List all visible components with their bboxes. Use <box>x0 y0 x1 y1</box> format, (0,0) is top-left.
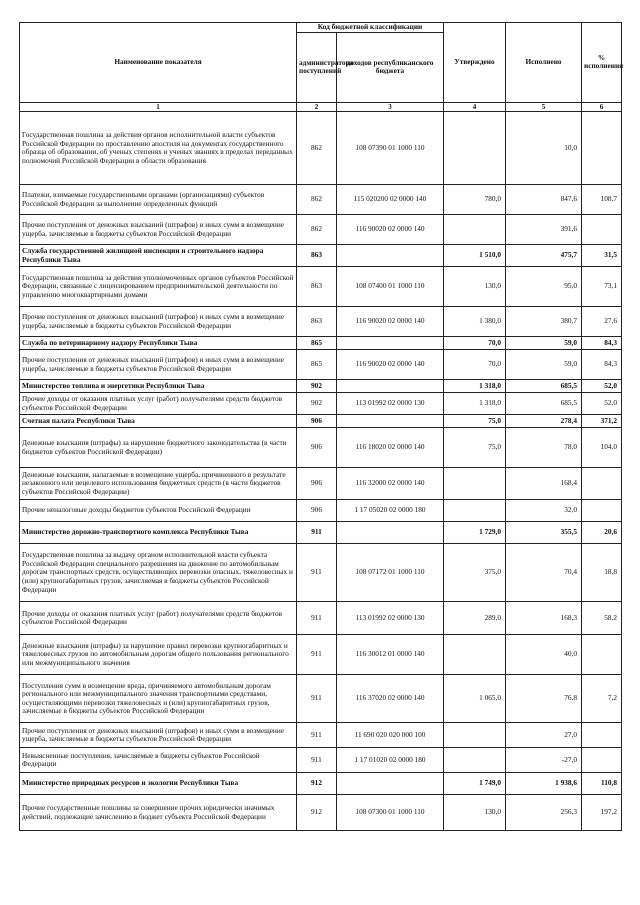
cell-name: Платежи, взимаемые государственными органами (организациями) субъектов Российской Федерации за выполнение определенных функций <box>20 185 297 215</box>
cell-code: 116 90020 02 0000 140 <box>337 215 444 245</box>
cell-name: Поступления сумм в возмещение вреда, причиняемого автомобильным дорогам регионального или межмуниципального значения транспортными средствами, осуществляющими перевозки тяжеловесных и (или) крупногабаритных грузов, зачисляемые в бюджеты субъектов Российской Федерации <box>20 675 297 723</box>
cell-name: Прочие неналоговые доходы бюджетов субъектов Российской Федерации <box>20 500 297 522</box>
cell-approved <box>444 635 506 675</box>
cell-name: Счетная палата Республики Тыва <box>20 415 297 428</box>
cell-executed: 32,0 <box>506 500 582 522</box>
cell-admin: 865 <box>297 350 337 380</box>
cell-percent: 52,0 <box>582 380 622 393</box>
column-number: 5 <box>506 102 582 112</box>
cell-admin: 906 <box>297 415 337 428</box>
cell-name: Государственная пошлина за действия уполномоченных органов субъектов Российской Федерации, связанные с лицензированием предпринимательской деятельности по управлению многоквартирными домами <box>20 267 297 307</box>
table-row <box>20 215 622 245</box>
cell-admin: 863 <box>297 307 337 337</box>
cell-admin: 911 <box>297 748 337 773</box>
cell-executed: 168,4 <box>506 468 582 500</box>
cell-percent: 52,0 <box>582 393 622 415</box>
cell-admin: 865 <box>297 337 337 350</box>
cell-approved: 1 318,0 <box>444 380 506 393</box>
cell-name: Невыясненные поступления, зачисляемые в бюджеты субъектов Российской Федерации <box>20 748 297 773</box>
cell-name: Денежные взыскания (штрафы) за нарушение правил перевозки крупногабаритных и тяжеловесных грузов по автомобильным дорогам общего пользования регионального или межмуниципального значения <box>20 635 297 675</box>
table-row <box>20 748 622 773</box>
cell-approved: 780,0 <box>444 185 506 215</box>
table-row <box>20 415 622 428</box>
cell-name: Денежные взыскания (штрафы) за нарушение бюджетного законодательства (в части бюджетов субъектов Российской Федерации) <box>20 428 297 468</box>
cell-code: 116 18020 02 0000 140 <box>337 428 444 468</box>
cell-code <box>337 337 444 350</box>
cell-name: Министерство топлива и энергетики Республики Тыва <box>20 380 297 393</box>
cell-name: Министерство природных ресурсов и экологии Республики Тыва <box>20 773 297 795</box>
cell-code: 116 30012 01 0000 140 <box>337 635 444 675</box>
cell-approved: 70,0 <box>444 337 506 350</box>
cell-executed: 391,6 <box>506 215 582 245</box>
cell-executed: 355,5 <box>506 522 582 544</box>
cell-executed: 70,4 <box>506 544 582 602</box>
cell-name: Прочие доходы от оказания платных услуг (работ) получателями средств бюджетов субъектов Российской Федерации <box>20 393 297 415</box>
table-row <box>20 337 622 350</box>
cell-admin: 902 <box>297 393 337 415</box>
cell-name: Прочие государственные пошлины за совершение прочих юридически значимых действий, подлежащие зачислению в бюджет субъекта Российской Федерации <box>20 795 297 831</box>
cell-percent <box>582 468 622 500</box>
cell-code <box>337 522 444 544</box>
cell-admin: 902 <box>297 380 337 393</box>
cell-executed: 59,0 <box>506 350 582 380</box>
table-row <box>20 635 622 675</box>
header-percent: % исполнения <box>582 23 622 103</box>
cell-admin: 911 <box>297 522 337 544</box>
cell-code <box>337 380 444 393</box>
cell-admin: 906 <box>297 500 337 522</box>
cell-approved: 1 380,0 <box>444 307 506 337</box>
cell-executed: 685,5 <box>506 380 582 393</box>
cell-name: Прочие поступления от денежных взысканий (штрафов) и иных сумм в возмещение ущерба, зачисляемые в бюджеты субъектов Российской Федерации <box>20 215 297 245</box>
cell-percent: 371,2 <box>582 415 622 428</box>
cell-approved: 130,0 <box>444 267 506 307</box>
cell-admin: 911 <box>297 723 337 748</box>
table-row <box>20 380 622 393</box>
cell-code: 108 07400 01 1000 110 <box>337 267 444 307</box>
cell-executed: -27,0 <box>506 748 582 773</box>
cell-approved: 75,0 <box>444 428 506 468</box>
cell-admin: 863 <box>297 267 337 307</box>
cell-code: 113 01992 02 0000 130 <box>337 393 444 415</box>
cell-name: Прочие поступления от денежных взысканий (штрафов) и иных сумм в возмещение ущерба, зачисляемые в бюджеты субъектов Российской Федерации <box>20 723 297 748</box>
cell-code: 116 90020 02 0000 140 <box>337 307 444 337</box>
cell-percent <box>582 112 622 185</box>
header-executed: Исполнено <box>506 23 582 103</box>
cell-approved <box>444 468 506 500</box>
cell-executed: 685,5 <box>506 393 582 415</box>
cell-approved: 70,0 <box>444 350 506 380</box>
cell-code: 108 07300 01 1000 110 <box>337 795 444 831</box>
cell-approved: 1 729,0 <box>444 522 506 544</box>
cell-approved <box>444 215 506 245</box>
cell-name: Прочие поступления от денежных взысканий (штрафов) и иных сумм в возмещение ущерба, зачисляемые в бюджеты субъектов Российской Федерации <box>20 307 297 337</box>
cell-admin: 862 <box>297 215 337 245</box>
cell-admin: 906 <box>297 468 337 500</box>
table-row <box>20 522 622 544</box>
table-row <box>20 350 622 380</box>
table-row <box>20 795 622 831</box>
header-approved: Утверждено <box>444 23 506 103</box>
table-row <box>20 675 622 723</box>
header-name: Наименование показателя <box>20 23 297 103</box>
table-body <box>20 112 622 831</box>
cell-name: Служба государственной жилищной инспекции и строительного надзора Республики Тыва <box>20 245 297 267</box>
cell-percent: 84,3 <box>582 337 622 350</box>
cell-executed: 76,8 <box>506 675 582 723</box>
cell-percent: 20,6 <box>582 522 622 544</box>
header-revenue-code: доходов республиканского бюджета <box>337 32 444 102</box>
column-number: 4 <box>444 102 506 112</box>
cell-admin: 862 <box>297 112 337 185</box>
cell-code: 1 17 05020 02 0000 180 <box>337 500 444 522</box>
cell-percent: 7,2 <box>582 675 622 723</box>
table-row <box>20 468 622 500</box>
column-number: 2 <box>297 102 337 112</box>
cell-percent: 18,8 <box>582 544 622 602</box>
cell-percent <box>582 500 622 522</box>
cell-admin: 906 <box>297 428 337 468</box>
cell-approved <box>444 112 506 185</box>
cell-admin: 911 <box>297 635 337 675</box>
table-row <box>20 393 622 415</box>
cell-code: 108 07172 01 1000 110 <box>337 544 444 602</box>
cell-percent: 84,3 <box>582 350 622 380</box>
table-row <box>20 723 622 748</box>
cell-executed: 475,7 <box>506 245 582 267</box>
table-row <box>20 245 622 267</box>
table-row <box>20 112 622 185</box>
cell-approved: 1 749,0 <box>444 773 506 795</box>
cell-approved <box>444 723 506 748</box>
cell-code <box>337 415 444 428</box>
cell-executed: 78,0 <box>506 428 582 468</box>
cell-percent: 104,0 <box>582 428 622 468</box>
cell-approved <box>444 748 506 773</box>
cell-name: Министерство дорожно-транспортного комплекса Республики Тыва <box>20 522 297 544</box>
table-row <box>20 500 622 522</box>
cell-executed: 59,0 <box>506 337 582 350</box>
header-code-group: Код бюджетной классификации <box>297 23 444 33</box>
cell-approved: 130,0 <box>444 795 506 831</box>
cell-code: 115 020200 02 0000 140 <box>337 185 444 215</box>
table-row <box>20 602 622 635</box>
cell-approved: 1 318,0 <box>444 393 506 415</box>
cell-name: Прочие доходы от оказания платных услуг (работ) получателями средств бюджетов субъектов Российской Федерации <box>20 602 297 635</box>
cell-name: Государственная пошлина за выдачу органом исполнительной власти субъекта Российской Федерации специального разрешения на движение по автомобильным дорогам транспортных средств, осуществляющих перевозки опасных, тяжеловесных и (или) крупногабаритных грузов, зачисляемая в бюджеты субъектов Российской Федерации <box>20 544 297 602</box>
table-row <box>20 185 622 215</box>
cell-percent: 58,2 <box>582 602 622 635</box>
budget-table <box>19 22 622 831</box>
cell-percent <box>582 215 622 245</box>
cell-executed: 40,0 <box>506 635 582 675</box>
cell-code: 116 37020 02 0000 140 <box>337 675 444 723</box>
cell-code <box>337 773 444 795</box>
cell-executed: 95,0 <box>506 267 582 307</box>
cell-executed: 278,4 <box>506 415 582 428</box>
cell-code <box>337 245 444 267</box>
cell-approved <box>444 500 506 522</box>
cell-executed: 380,7 <box>506 307 582 337</box>
cell-executed: 27,0 <box>506 723 582 748</box>
cell-executed: 847,6 <box>506 185 582 215</box>
column-number: 6 <box>582 102 622 112</box>
cell-name: Прочие поступления от денежных взысканий (штрафов) и иных сумм в возмещение ущерба, зачисляемые в бюджеты субъектов Российской Федерации <box>20 350 297 380</box>
cell-admin: 911 <box>297 602 337 635</box>
cell-admin: 863 <box>297 245 337 267</box>
table-row <box>20 267 622 307</box>
column-number: 3 <box>337 102 444 112</box>
cell-executed: 256,3 <box>506 795 582 831</box>
cell-percent: 108,7 <box>582 185 622 215</box>
cell-percent: 27,6 <box>582 307 622 337</box>
cell-percent <box>582 635 622 675</box>
cell-percent: 110,8 <box>582 773 622 795</box>
cell-admin: 911 <box>297 675 337 723</box>
cell-percent: 73,1 <box>582 267 622 307</box>
cell-name: Государственная пошлина за действия органов исполнительной власти субъектов Российской Федерации по проставлению апостиля на документах государственного образца об образовании, об ученых степенях и ученых званиях в пределах переданных полномочий Российской Федерации в области образования <box>20 112 297 185</box>
cell-percent <box>582 748 622 773</box>
table-row <box>20 773 622 795</box>
cell-code: 1 17 01020 02 0000 180 <box>337 748 444 773</box>
column-number: 1 <box>20 102 297 112</box>
cell-admin: 912 <box>297 773 337 795</box>
cell-percent: 197,2 <box>582 795 622 831</box>
cell-percent: 31,5 <box>582 245 622 267</box>
header-admin: администратора поступлений <box>297 32 337 102</box>
cell-name: Служба по ветеринарному надзору Республики Тыва <box>20 337 297 350</box>
cell-admin: 912 <box>297 795 337 831</box>
cell-percent <box>582 723 622 748</box>
table-row <box>20 544 622 602</box>
cell-executed: 10,0 <box>506 112 582 185</box>
cell-admin: 911 <box>297 544 337 602</box>
cell-approved: 1 510,0 <box>444 245 506 267</box>
cell-admin: 862 <box>297 185 337 215</box>
table-row <box>20 307 622 337</box>
cell-approved: 289,0 <box>444 602 506 635</box>
cell-code: 116 32000 02 0000 140 <box>337 468 444 500</box>
cell-code: 11 690 020 020 000 100 <box>337 723 444 748</box>
cell-approved: 1 065,0 <box>444 675 506 723</box>
cell-approved: 75,0 <box>444 415 506 428</box>
cell-executed: 168,3 <box>506 602 582 635</box>
cell-code: 113 01992 02 0000 130 <box>337 602 444 635</box>
cell-name: Денежные взыскания, налагаемые в возмещение ущерба, причиненного в результате незаконного или нецелевого использования бюджетных средств (в части бюджетов субъектов Российской Федерации) <box>20 468 297 500</box>
cell-code: 116 90020 02 0000 140 <box>337 350 444 380</box>
cell-code: 108 07390 01 1000 110 <box>337 112 444 185</box>
cell-executed: 1 938,6 <box>506 773 582 795</box>
cell-approved: 375,0 <box>444 544 506 602</box>
table-row <box>20 428 622 468</box>
